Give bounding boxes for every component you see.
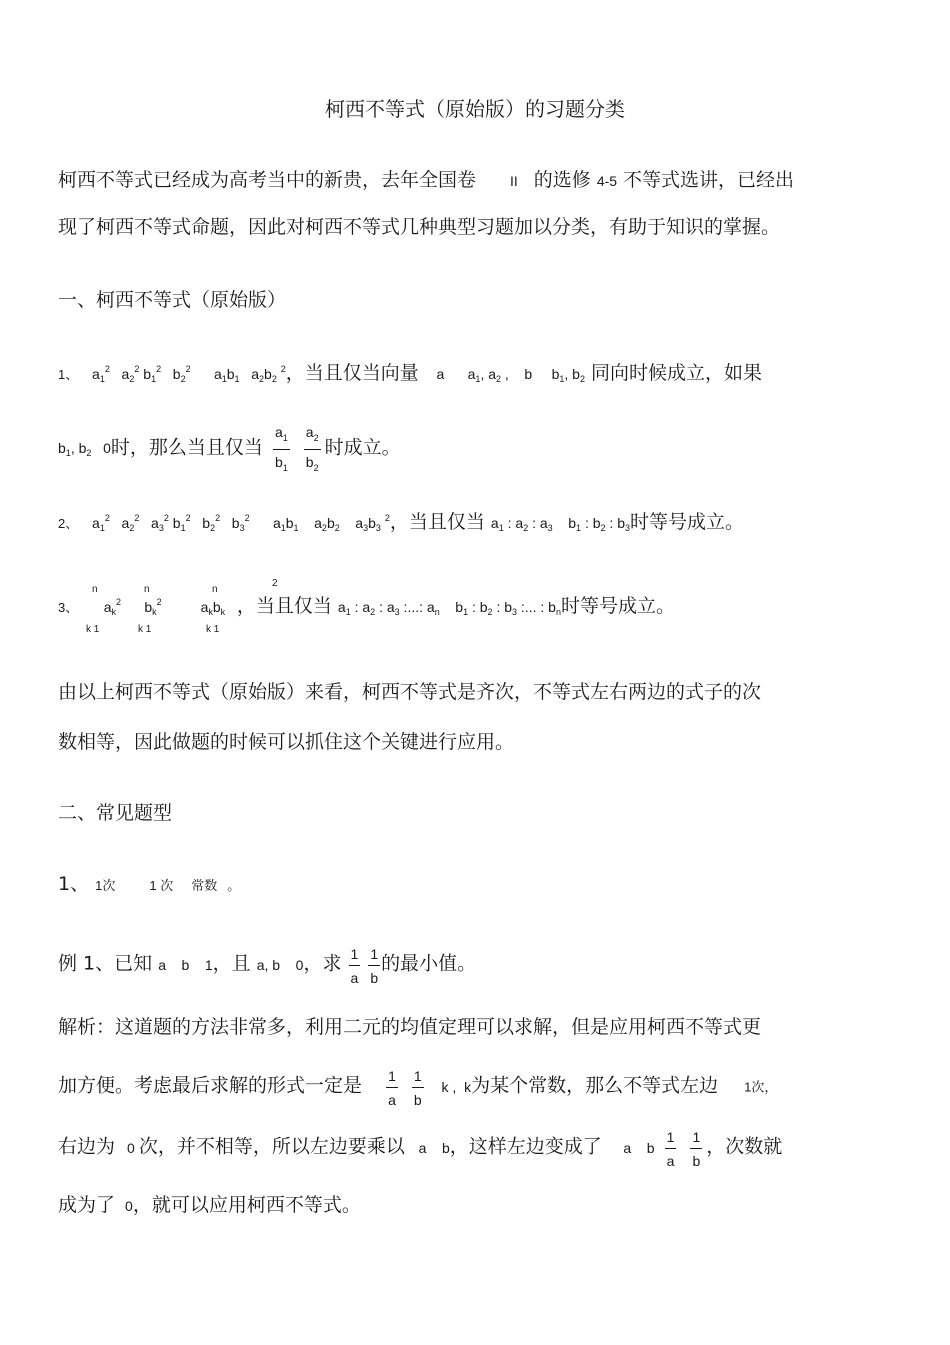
type-degree-right: 1 次	[149, 878, 174, 893]
summary-line-1: 由以上柯西不等式（原始版）来看，柯西不等式是齐次，不等式左右两边的式子的次	[58, 681, 762, 703]
formula-cauchy-2d: $a_1^2$ $a_2^2$ $b_1^2$ $b_2^2$ $a_1b_1$ $a_2b_2$ $^2$	[84, 364, 286, 384]
page-title: 柯西不等式（原始版）的习题分类	[325, 97, 625, 121]
item-text: ，当且仅当	[236, 595, 332, 617]
solution-text: 为某个常数，那么不等式左边	[471, 1074, 719, 1097]
sum-lower-limit: k 1	[86, 624, 100, 635]
item-text: 时成立。	[324, 436, 401, 459]
solution-line-2	[58, 1065, 900, 1107]
formula-cauchy-3d: $a_1^2$ $a_2^2$ $a_3^2$ $b_1^2$ $b_2^2$ $b_3^2$ $a_1b_1$ $a_2b_2$ $a_3b_3$ $^2$	[84, 513, 390, 533]
intro-module: 4-5	[596, 173, 618, 189]
item-text: 同向时候成立，如果	[591, 362, 763, 384]
type-number: 1、	[58, 873, 90, 895]
fraction-a1-over-b1: $\frac{a_1}{b_1}$	[274, 424, 288, 473]
condition-a-plus-b: a b 1	[158, 956, 213, 973]
condition-b-nonzero: $b_1$, $b_2$ 0	[58, 440, 111, 459]
section-heading-1: 一、柯西不等式（原始版）	[58, 289, 287, 311]
intro-paragraph-line-2: 现了柯西不等式命题，因此对柯西不等式几种典型习题加以分类，有助于知识的掌握。	[58, 216, 781, 238]
fraction-1-over-a: $\frac{1}{a}$	[388, 1068, 396, 1108]
problem-type-1	[58, 872, 900, 898]
intro-paragraph-line-1	[58, 168, 900, 193]
equality-condition-general: $a_1$ : $a_2$ : $a_3$ :...: $a_n$ $b_1$ : $b_2$ : $b_3$ :... : $b_n$	[337, 599, 561, 617]
condition-positive: a, b 0	[256, 956, 304, 973]
example-1	[58, 943, 900, 985]
solution-degree: 1次，	[744, 1079, 778, 1095]
summary-line-2: 数相等，因此做题的时候可以抓住这个关键进行应用。	[58, 731, 515, 753]
constant-k: k , k	[433, 1078, 472, 1095]
solution-line-4	[58, 1193, 900, 1218]
type-constant: 常数	[191, 878, 218, 893]
fraction-1-over-a: $\frac{1}{a}$	[350, 946, 359, 986]
intro-volume: II	[510, 173, 518, 189]
example-text: 的最小值。	[381, 952, 477, 975]
item-text: 时等号成立。	[560, 595, 675, 617]
solution-text: ，次数就	[706, 1135, 783, 1158]
multiplier-a-plus-b: a b	[410, 1139, 450, 1156]
fraction-a2-over-b2: $\frac{a_2}{b_2}$	[305, 424, 319, 473]
sum-lower-limit: k 1	[138, 624, 152, 635]
equality-condition-3d: $a_1$ : $a_2$ : $a_3$ $b_1$ : $b_2$ : $b_3$	[490, 515, 631, 533]
intro-text: 的选修	[533, 169, 591, 191]
intro-text: 柯西不等式已经成为高考当中的新贵，去年全国卷	[58, 169, 477, 191]
product-left: a b	[607, 1139, 655, 1156]
fraction-1-over-b: $\frac{1}{b}$	[692, 1129, 701, 1169]
type-period: 。	[227, 878, 241, 893]
solution-text: ，这样左边变成了	[449, 1135, 602, 1158]
fraction-1-over-a: $\frac{1}{a}$	[666, 1129, 675, 1169]
sum-upper-limit: n	[144, 584, 150, 595]
section-heading-2: 二、常见题型	[58, 802, 173, 824]
solution-zero: 0	[125, 1198, 133, 1214]
square-exponent: 2	[272, 578, 278, 589]
cauchy-item-2	[58, 510, 900, 537]
formula-cauchy-general: $a_k^2$ $b_k^2$ $a_kb_k$	[84, 597, 226, 617]
item-text: 时等号成立。	[630, 511, 745, 533]
sum-lower-limit: k 1	[206, 624, 220, 635]
cauchy-item-1-line-1	[58, 361, 900, 388]
item-text: ，当且仅当向量	[285, 362, 419, 384]
cauchy-item-1-line-2	[58, 421, 900, 475]
solution-text: 成为了	[58, 1194, 116, 1216]
example-text: ，且	[212, 952, 251, 975]
cauchy-item-3	[58, 578, 900, 635]
item-text: ，当且仅当	[389, 511, 485, 533]
fraction-1-over-b: $\frac{1}{b}$	[370, 946, 379, 986]
solution-text: 加方便。考虑最后求解的形式一定是	[58, 1074, 363, 1097]
fraction-1-over-b: $\frac{1}{b}$	[413, 1068, 422, 1108]
item-text: 时，那么当且仅当	[110, 436, 263, 459]
item-number: 1、	[58, 367, 79, 382]
sum-upper-limit: n	[92, 584, 98, 595]
solution-line-3	[58, 1126, 900, 1168]
intro-text: 不等式选讲，已经出	[623, 169, 795, 191]
sum-upper-limit: n	[212, 584, 218, 595]
item-number: 3、	[58, 600, 79, 615]
solution-text: 次，并不相等，所以左边要乘以	[138, 1135, 405, 1158]
item-number: 2、	[58, 516, 79, 531]
solution-text: ，就可以应用柯西不等式。	[132, 1194, 361, 1216]
type-degree-left: 1次	[95, 878, 116, 893]
solution-zero: 0	[127, 1139, 135, 1156]
example-label: 例 1、已知	[58, 952, 153, 975]
solution-text: 右边为	[58, 1135, 116, 1158]
solution-line-1: 解析：这道题的方法非常多，利用二元的均值定理可以求解，但是应用柯西不等式更	[58, 1016, 762, 1038]
vector-definition: a $a_1$, $a_2$ , b $b_1$, $b_2$	[424, 366, 585, 384]
example-text: ，求	[303, 952, 342, 975]
